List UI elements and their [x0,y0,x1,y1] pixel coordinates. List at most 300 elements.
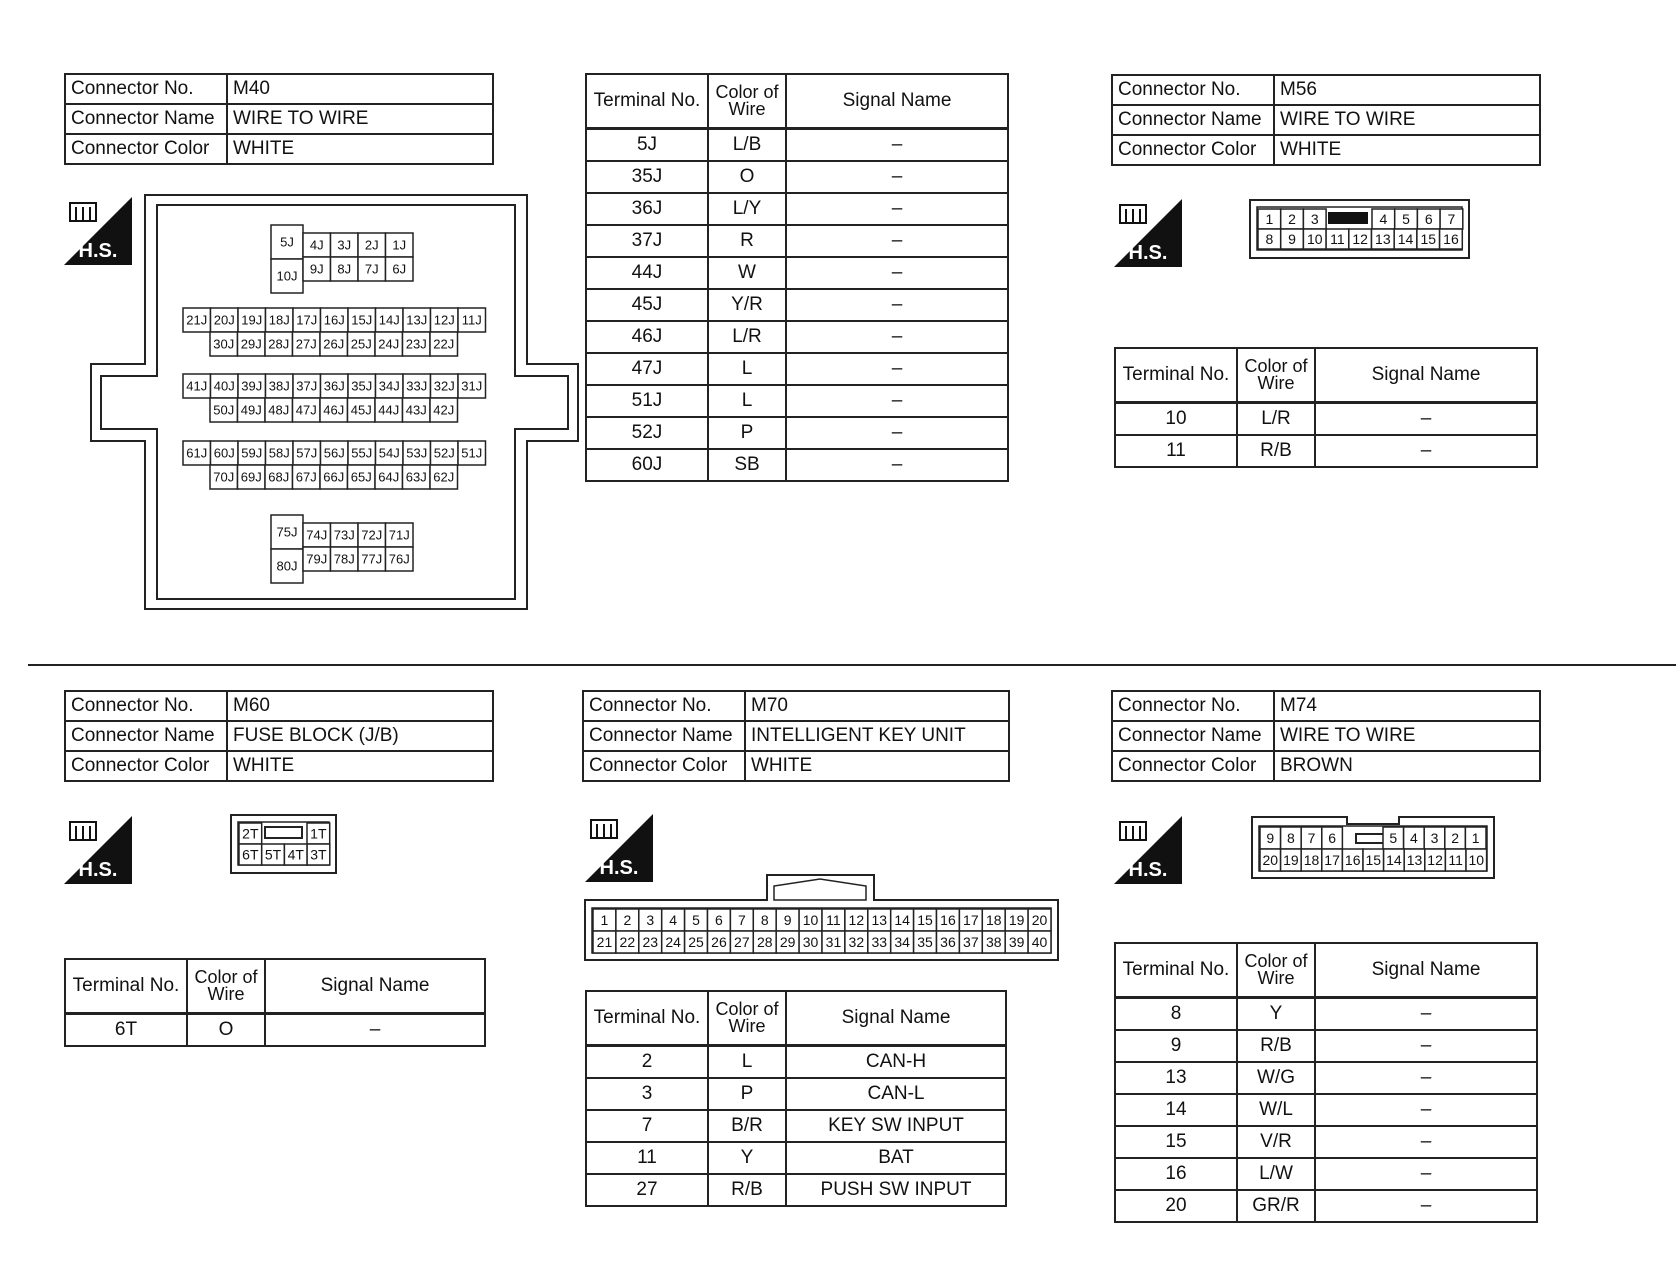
signal-name-cell: – [1315,1126,1537,1158]
pin-label: 4 [669,912,678,929]
pin-label: 41J [186,378,208,394]
pin-label: 5J [280,234,294,250]
pin-label: 59J [241,445,263,461]
color-of-label: Color of [194,967,258,987]
wire-color-cell: SB [708,449,786,481]
terminal-no-cell: 3 [586,1078,708,1110]
table-row [1115,403,1537,436]
pin-label: 52J [433,445,455,461]
pin-label: 75J [276,524,298,540]
pin-label: 1 [1265,211,1274,228]
wire-color-cell: Y [708,1142,786,1174]
table-row [1115,998,1537,1031]
pin-label: 9 [783,912,792,929]
label-connector-color: Connector Color [1112,135,1274,165]
table-row [586,161,1008,193]
pin-label: 37J [296,378,318,394]
m60-connector-name: FUSE BLOCK (J/B) [227,721,493,751]
signal-name-header: Signal Name [786,74,1008,129]
table-row [586,289,1008,321]
pin-label: 19 [1008,912,1025,929]
m40-connector-name: WIRE TO WIRE [227,104,493,134]
m56-info-table [1111,74,1541,166]
pin-label: 22 [619,934,636,951]
pin-label: 33J [406,378,428,394]
keyway-marker [1328,212,1368,224]
terminal-no-cell: 60J [586,449,708,481]
pin-label: 60J [213,445,235,461]
terminal-no-cell: 16 [1115,1158,1237,1190]
signal-name-cell: – [1315,1094,1537,1126]
pin-label: 8 [1287,830,1295,847]
pin-label: 4 [1379,211,1388,228]
pin-label: 8J [337,261,352,277]
pin-label: 31J [461,378,483,394]
terminal-no-cell: 51J [586,385,708,417]
wire-color-cell: R/B [708,1174,786,1206]
pin-label: 17 [1324,852,1340,869]
wire-color-cell: L [708,353,786,385]
m74-connector-color: BROWN [1274,751,1540,781]
pin-label: 2 [1451,830,1459,847]
pin-label: 44J [378,402,400,418]
wire-color-cell: R/B [1237,435,1315,467]
table-row [586,1110,1006,1142]
signal-name-cell: – [1315,403,1537,436]
pin-label: 6 [715,912,723,929]
pin-label: 15J [351,312,373,328]
m56-connector-color: WHITE [1274,135,1540,165]
pin-label: 22J [433,336,455,352]
pin-label: 45J [350,402,372,418]
label-connector-no: Connector No. [65,74,227,104]
m60-info-table [64,690,494,782]
pin-label: 21 [596,934,613,951]
m70-connector-name: INTELLIGENT KEY UNIT [745,721,1009,751]
wire-color-cell: B/R [708,1110,786,1142]
color-of-label: Color of [1244,951,1308,971]
signal-name-cell: – [786,225,1008,257]
signal-name-cell: – [1315,1062,1537,1094]
table-row [586,353,1008,385]
pin-label: 5 [1389,830,1398,847]
signal-name-cell: – [1315,998,1537,1031]
pin-label: 63J [405,469,427,485]
m40-connector-no: M40 [227,74,493,104]
color-of-label: Color of [1244,356,1308,376]
pin-label: 3J [337,237,352,253]
pin-label: 11J [461,312,482,328]
pin-label: 36 [940,934,956,951]
hs-label: H.S. [78,240,118,262]
signal-name-cell: KEY SW INPUT [786,1110,1006,1142]
pin-label: 34 [894,934,910,951]
terminal-no-cell: 8 [1115,998,1237,1031]
pin-label: 13J [406,312,428,328]
m60-connector-no: M60 [227,691,493,721]
terminal-no-cell: 20 [1115,1190,1237,1222]
wire-label: Wire [728,1016,766,1036]
pin-label: 72J [361,527,383,543]
m56-connector-name: WIRE TO WIRE [1274,105,1540,135]
table-row [586,1142,1006,1174]
m70-terminal-table [585,990,1007,1207]
pin-label: 1 [1471,830,1480,847]
terminal-no-cell: 5J [586,129,708,162]
m70-connector-no: M70 [745,691,1009,721]
pin-label: 15 [1365,852,1382,869]
pin-label: 10 [802,912,819,929]
pin-label: 17 [963,912,979,929]
pin-label: 32 [848,934,865,951]
pin-label: 16 [1344,852,1361,869]
pin-label: 6 [1424,211,1433,228]
wire-color-cell: R [708,225,786,257]
pin-label: 69J [240,469,262,485]
m74-connector-face [1251,816,1497,882]
wire-color-cell: Y/R [708,289,786,321]
pin-label: 50J [213,402,235,418]
signal-name-cell: – [786,129,1008,162]
section-divider [28,664,1676,666]
pin-label: 76J [388,551,410,567]
terminal-no-cell: 13 [1115,1062,1237,1094]
pin-label: 10 [1468,852,1485,869]
pin-label: 12 [848,912,865,929]
label-connector-no: Connector No. [583,691,745,721]
label-connector-name: Connector Name [1112,105,1274,135]
wire-color-cell: L [708,1046,786,1079]
pin-label: 5T [264,846,282,863]
signal-name-cell: – [786,257,1008,289]
terminal-no-cell: 47J [586,353,708,385]
pin-label: 78J [333,551,355,567]
pin-label: 48J [268,402,290,418]
table-row [586,1174,1006,1206]
table-row [1115,1126,1537,1158]
signal-name-cell: CAN-L [786,1078,1006,1110]
pin-label: 15 [1420,231,1437,248]
pin-label: 14 [1397,231,1414,248]
pin-label: 25J [350,336,372,352]
m70-connector-face [584,874,1060,964]
pin-label: 16 [940,912,956,929]
pin-label: 34J [378,378,400,394]
terminal-no-cell: 6T [65,1014,187,1047]
pin-label: 4 [1410,830,1418,847]
pin-label: 4J [309,237,324,253]
signal-name-cell: – [786,417,1008,449]
wire-label: Wire [1257,373,1295,393]
wire-color-cell: L [708,385,786,417]
pin-label: 35J [351,378,373,394]
wire-color-cell: R/B [1237,1030,1315,1062]
harness-side-icon [64,816,132,884]
table-row [1115,1030,1537,1062]
pin-label: 70J [213,469,235,485]
pin-label: 3 [1430,830,1439,847]
wire-label: Wire [1257,968,1295,988]
pin-label: 38 [985,934,1002,951]
pin-label: 46J [323,402,345,418]
terminal-no-cell: 44J [586,257,708,289]
wire-color-cell: Y [1237,998,1315,1031]
signal-name-cell: – [1315,1030,1537,1062]
label-connector-name: Connector Name [65,104,227,134]
pin-label: 18 [1303,852,1320,869]
signal-name-cell: – [786,385,1008,417]
signal-name-cell: – [786,321,1008,353]
pin-label: 12J [433,312,455,328]
m60-connector-face [230,814,338,876]
pin-label: 23 [642,934,659,951]
pin-label: 66J [323,469,345,485]
pin-label: 23J [405,336,427,352]
m74-terminal-table [1114,942,1538,1223]
hs-label: H.S. [1128,859,1168,881]
terminal-no-cell: 36J [586,193,708,225]
table-row [1115,1062,1537,1094]
table-row [586,1078,1006,1110]
pin-label: 25 [688,934,704,951]
signal-name-cell: – [1315,1190,1537,1222]
terminal-no-header: Terminal No. [1115,348,1237,403]
label-connector-name: Connector Name [65,721,227,751]
label-connector-color: Connector Color [1112,751,1274,781]
pin-label: 40 [1031,934,1048,951]
m56-terminal-table [1114,347,1538,468]
pin-label: 73J [333,527,355,543]
pin-label: 2 [623,912,632,929]
table-row [586,193,1008,225]
table-row [586,225,1008,257]
pin-label: 20 [1031,912,1048,929]
label-connector-name: Connector Name [1112,721,1274,751]
pin-label: 38J [268,378,290,394]
signal-name-header: Signal Name [1315,943,1537,998]
pin-label: 68J [268,469,290,485]
pin-label: 18 [985,912,1002,929]
pin-label: 30J [213,336,235,352]
wire-color-cell: P [708,1078,786,1110]
pin-label: 40J [213,378,235,394]
table-row [1115,1158,1537,1190]
signal-name-cell: – [786,353,1008,385]
pin-label: 42J [433,402,455,418]
pin-label: 43J [405,402,427,418]
m40-connector-face [88,193,583,613]
table-row [586,257,1008,289]
pin-label: 65J [350,469,372,485]
pin-label: 2T [242,825,259,842]
pin-label: 19J [241,312,263,328]
wire-color-cell: W [708,257,786,289]
harness-side-icon [1114,199,1182,267]
pin-label: 1J [392,237,407,253]
m56-connector-face [1249,199,1471,261]
pin-label: 27J [295,336,317,352]
pin-label: 57J [296,445,318,461]
pin-label: 7 [737,912,746,929]
pin-label: 14 [1386,852,1402,869]
pin-label: 36J [323,378,345,394]
m40-connector-color: WHITE [227,134,493,164]
terminal-no-cell: 11 [586,1142,708,1174]
terminal-no-header: Terminal No. [586,74,708,129]
wire-color-cell: W/L [1237,1094,1315,1126]
harness-side-icon [1114,816,1182,884]
pin-label: 18J [268,312,290,328]
terminal-no-cell: 37J [586,225,708,257]
pin-label: 11 [826,912,841,929]
terminal-no-cell: 46J [586,321,708,353]
pin-label: 3 [646,912,655,929]
wire-label: Wire [207,984,245,1004]
pin-label: 1T [310,825,327,842]
terminal-no-cell: 14 [1115,1094,1237,1126]
color-of-wire-header [708,74,786,129]
pin-label: 6T [242,846,259,863]
m40-terminal-table [585,73,1009,482]
pin-label: 12 [1427,852,1443,869]
label-connector-no: Connector No. [1112,75,1274,105]
label-connector-no: Connector No. [1112,691,1274,721]
pin-label: 20 [1262,852,1279,869]
signal-name-cell: – [786,161,1008,193]
table-row [1115,435,1537,467]
label-connector-color: Connector Color [65,751,227,781]
pin-label: 26J [323,336,345,352]
pin-label: 80J [276,558,298,574]
pin-label: 16J [323,312,345,328]
pin-label: 12 [1352,231,1368,248]
table-row [586,1046,1006,1079]
pin-label: 14 [894,912,910,929]
signal-name-cell: – [1315,435,1537,467]
terminal-no-cell: 9 [1115,1030,1237,1062]
pin-label: 6J [392,261,407,277]
pin-label: 37 [963,934,979,951]
wire-color-cell: P [708,417,786,449]
m70-info-table [582,690,1010,782]
pin-label: 5 [1402,211,1410,228]
table-row [65,1014,485,1047]
pin-label: 53J [406,445,428,461]
table-row [586,321,1008,353]
pin-label: 9 [1288,231,1296,248]
pin-label: 16 [1443,231,1459,248]
pin-label: 55J [351,445,373,461]
label-connector-color: Connector Color [583,751,745,781]
wire-color-cell: V/R [1237,1126,1315,1158]
hs-label: H.S. [599,857,639,879]
pin-label: 2J [364,237,379,253]
color-of-wire-header [187,959,265,1014]
label-connector-name: Connector Name [583,721,745,751]
pin-label: 11 [1448,852,1463,869]
pin-label: 62J [433,469,455,485]
pin-label: 32J [433,378,455,394]
pin-label: 9 [1266,830,1275,847]
wire-color-cell: L/W [1237,1158,1315,1190]
color-of-wire-header [708,991,786,1046]
wire-label: Wire [728,99,766,119]
m60-terminal-table [64,958,486,1047]
m74-connector-name: WIRE TO WIRE [1274,721,1540,751]
signal-name-cell: – [786,449,1008,481]
pin-label: 11 [1330,231,1345,248]
pin-label: 56J [323,445,345,461]
terminal-no-cell: 7 [586,1110,708,1142]
color-of-wire-header [1237,348,1315,403]
terminal-no-cell: 10 [1115,403,1237,436]
terminal-no-header: Terminal No. [1115,943,1237,998]
terminal-no-cell: 11 [1115,435,1237,467]
pin-label: 24 [665,934,681,951]
terminal-no-cell: 52J [586,417,708,449]
table-row [586,417,1008,449]
pin-label: 39 [1008,934,1025,951]
pin-label: 9J [309,261,324,277]
label-connector-no: Connector No. [65,691,227,721]
pin-label: 2 [1288,211,1296,228]
pin-label: 77J [361,551,383,567]
m74-connector-no: M74 [1274,691,1540,721]
pin-label: 28 [756,934,773,951]
signal-name-cell: PUSH SW INPUT [786,1174,1006,1206]
wire-color-cell: L/Y [708,193,786,225]
pin-label: 64J [378,469,400,485]
table-row [586,385,1008,417]
pin-label: 7 [1447,211,1456,228]
pin-label: 20J [213,312,235,328]
pin-label: 10J [276,268,298,284]
pin-label: 7J [364,261,379,277]
pin-label: 49J [240,402,262,418]
pin-label: 6 [1328,830,1336,847]
wire-color-cell: O [708,161,786,193]
keyway-marker [1356,834,1384,843]
pin-label: 15 [917,912,933,929]
wire-color-cell: W/G [1237,1062,1315,1094]
pin-label: 3T [310,846,327,863]
pin-label: 29J [240,336,262,352]
pin-label: 29 [779,934,796,951]
pin-label: 5 [692,912,700,929]
table-row [586,129,1008,162]
pin-label: 8 [760,912,769,929]
pin-label: 51J [461,445,483,461]
pin-label: 71J [388,527,410,543]
signal-name-header: Signal Name [265,959,485,1014]
terminal-no-cell: 15 [1115,1126,1237,1158]
table-row [586,449,1008,481]
pin-label: 33 [871,934,888,951]
wire-color-cell: O [187,1014,265,1047]
pin-label: 74J [306,527,328,543]
pin-label: 27 [734,934,750,951]
signal-name-cell: – [265,1014,485,1047]
keyway-marker [265,827,302,838]
color-of-wire-header [1237,943,1315,998]
harness-side-icon [585,814,653,882]
pin-label: 21J [186,312,208,328]
terminal-no-cell: 35J [586,161,708,193]
pin-label: 28J [268,336,290,352]
pin-label: 19 [1283,852,1299,869]
pin-label: 39J [241,378,263,394]
terminal-no-header: Terminal No. [586,991,708,1046]
